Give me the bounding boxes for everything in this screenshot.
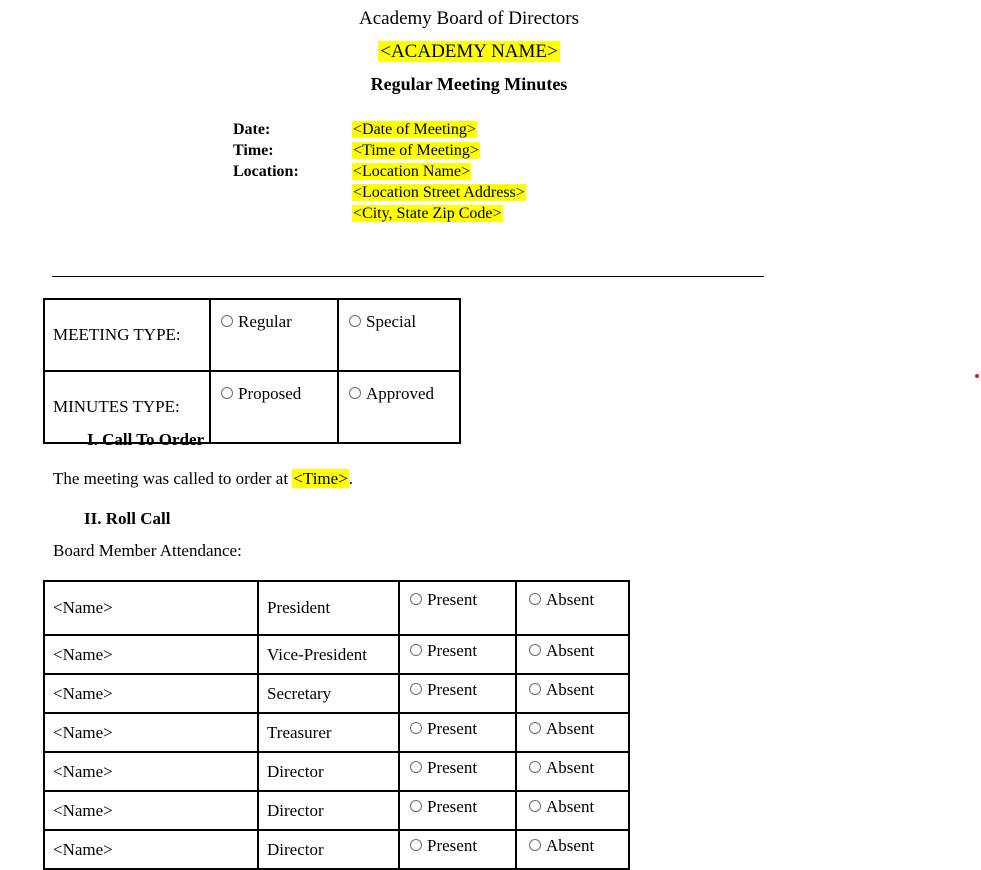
section-heading-call-to-order: I. Call To Order bbox=[87, 430, 205, 449]
academy-name-line bbox=[0, 41, 938, 63]
call-to-order-sentence bbox=[53, 469, 353, 489]
present-label: Present bbox=[427, 680, 478, 699]
date-label: Date: bbox=[233, 121, 271, 138]
meeting-type-special-option[interactable] bbox=[338, 299, 460, 371]
absent-label: Absent bbox=[546, 836, 595, 855]
present-option[interactable] bbox=[399, 713, 516, 752]
roll-call-table bbox=[43, 580, 630, 870]
minutes-subtitle: Regular Meeting Minutes bbox=[370, 74, 568, 94]
table-row bbox=[44, 713, 629, 752]
meeting-type-table bbox=[43, 298, 461, 444]
present-label: Present bbox=[427, 719, 478, 738]
radio-button-icon[interactable] bbox=[221, 315, 233, 327]
member-name: <Name> bbox=[44, 713, 258, 752]
radio-button-icon[interactable] bbox=[529, 683, 541, 695]
absent-label: Absent bbox=[546, 680, 595, 699]
absent-label: Absent bbox=[546, 719, 595, 738]
absent-option[interactable] bbox=[516, 635, 629, 674]
minutes-type-proposed-option[interactable] bbox=[210, 371, 338, 443]
academy-name-placeholder: <ACADEMY NAME> bbox=[380, 41, 558, 62]
minutes-type-label: MINUTES TYPE: bbox=[44, 371, 210, 443]
member-role: Director bbox=[258, 830, 399, 869]
radio-button-icon[interactable] bbox=[410, 839, 422, 851]
table-row bbox=[44, 635, 629, 674]
radio-button-icon[interactable] bbox=[529, 800, 541, 812]
call-to-order-time-placeholder: <Time> bbox=[293, 469, 348, 488]
present-option[interactable] bbox=[399, 635, 516, 674]
document-title: Academy Board of Directors bbox=[358, 8, 579, 29]
radio-button-icon[interactable] bbox=[410, 761, 422, 773]
red-dot-mark bbox=[975, 374, 979, 378]
radio-button-icon[interactable] bbox=[410, 683, 422, 695]
present-option[interactable] bbox=[399, 674, 516, 713]
option-label: Regular bbox=[238, 312, 292, 331]
time-value: <Time of Meeting> bbox=[353, 142, 479, 159]
option-label: Proposed bbox=[238, 384, 302, 403]
member-role: Director bbox=[258, 791, 399, 830]
absent-label: Absent bbox=[546, 797, 595, 816]
radio-button-icon[interactable] bbox=[529, 839, 541, 851]
member-name: <Name> bbox=[44, 674, 258, 713]
member-role: President bbox=[258, 581, 399, 635]
absent-option[interactable] bbox=[516, 752, 629, 791]
meeting-type-label: MEETING TYPE: bbox=[44, 299, 210, 371]
location-label: Location: bbox=[233, 163, 299, 180]
member-role: Director bbox=[258, 752, 399, 791]
absent-label: Absent bbox=[546, 758, 595, 777]
member-name: <Name> bbox=[44, 791, 258, 830]
radio-button-icon[interactable] bbox=[410, 722, 422, 734]
location-street-line bbox=[352, 182, 526, 203]
present-label: Present bbox=[427, 590, 478, 609]
location-name-value: <Location Name> bbox=[353, 163, 471, 180]
table-row bbox=[44, 581, 629, 635]
time-label: Time: bbox=[233, 142, 274, 159]
radio-button-icon[interactable] bbox=[410, 644, 422, 656]
table-row bbox=[44, 791, 629, 830]
minutes-type-approved-option[interactable] bbox=[338, 371, 460, 443]
present-option[interactable] bbox=[399, 791, 516, 830]
radio-button-icon[interactable] bbox=[529, 761, 541, 773]
location-street-value: <Location Street Address> bbox=[353, 184, 525, 201]
absent-option[interactable] bbox=[516, 674, 629, 713]
member-role: Secretary bbox=[258, 674, 399, 713]
radio-button-icon[interactable] bbox=[349, 387, 361, 399]
radio-button-icon[interactable] bbox=[529, 593, 541, 605]
horizontal-divider bbox=[52, 276, 764, 277]
absent-option[interactable] bbox=[516, 713, 629, 752]
table-row bbox=[44, 752, 629, 791]
radio-button-icon[interactable] bbox=[349, 315, 361, 327]
absent-option[interactable] bbox=[516, 791, 629, 830]
member-name: <Name> bbox=[44, 830, 258, 869]
radio-button-icon[interactable] bbox=[410, 593, 422, 605]
member-name: <Name> bbox=[44, 581, 258, 635]
attendance-label: Board Member Attendance: bbox=[53, 541, 242, 560]
time-value-line bbox=[352, 140, 480, 161]
section-heading-roll-call: II. Roll Call bbox=[84, 509, 171, 528]
call-to-order-text: The meeting was called to order at bbox=[53, 469, 293, 488]
radio-button-icon[interactable] bbox=[529, 644, 541, 656]
present-label: Present bbox=[427, 758, 478, 777]
date-value-line bbox=[352, 119, 477, 140]
radio-button-icon[interactable] bbox=[529, 722, 541, 734]
absent-option[interactable] bbox=[516, 581, 629, 635]
option-label: Approved bbox=[366, 384, 434, 403]
absent-option[interactable] bbox=[516, 830, 629, 869]
present-label: Present bbox=[427, 797, 478, 816]
present-label: Present bbox=[427, 836, 478, 855]
meeting-type-row bbox=[44, 299, 460, 371]
table-row bbox=[44, 830, 629, 869]
present-option[interactable] bbox=[399, 752, 516, 791]
absent-label: Absent bbox=[546, 590, 595, 609]
location-city-line bbox=[352, 203, 503, 224]
table-row bbox=[44, 674, 629, 713]
date-value: <Date of Meeting> bbox=[353, 121, 476, 138]
present-option[interactable] bbox=[399, 830, 516, 869]
present-option[interactable] bbox=[399, 581, 516, 635]
member-name: <Name> bbox=[44, 635, 258, 674]
location-city-value: <City, State Zip Code> bbox=[353, 205, 502, 222]
member-role: Vice-President bbox=[258, 635, 399, 674]
radio-button-icon[interactable] bbox=[221, 387, 233, 399]
call-to-order-period: . bbox=[348, 469, 354, 488]
absent-label: Absent bbox=[546, 641, 595, 660]
member-role: Treasurer bbox=[258, 713, 399, 752]
member-name: <Name> bbox=[44, 752, 258, 791]
present-label: Present bbox=[427, 641, 478, 660]
meeting-type-regular-option[interactable] bbox=[210, 299, 338, 371]
radio-button-icon[interactable] bbox=[410, 800, 422, 812]
option-label: Special bbox=[366, 312, 417, 331]
location-name-line bbox=[352, 161, 471, 182]
